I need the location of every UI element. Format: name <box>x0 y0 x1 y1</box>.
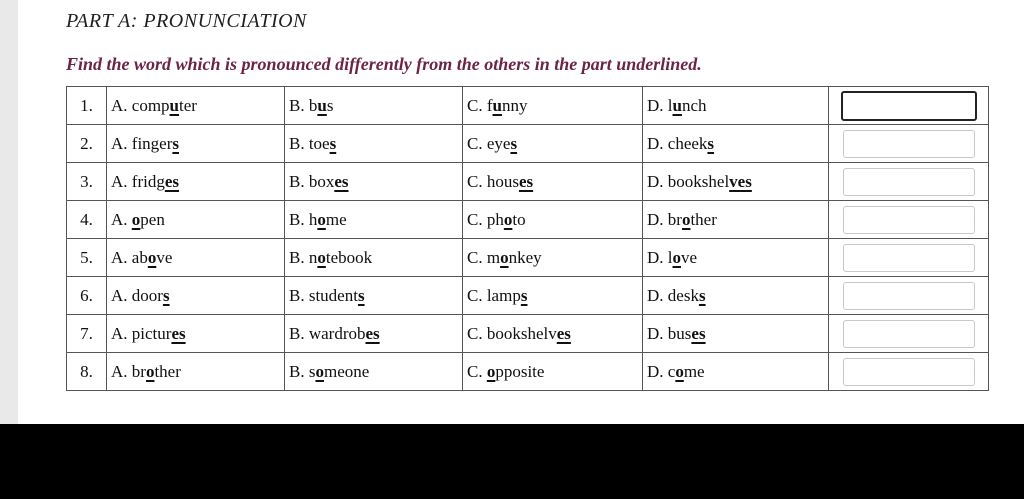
option-cell <box>107 353 285 391</box>
answer-input-box[interactable] <box>843 130 975 158</box>
option-text-start: C. ph <box>467 209 504 229</box>
underlined-part: s <box>329 133 337 153</box>
option-text-start: C. <box>467 361 487 381</box>
underlined-part: es <box>691 323 706 343</box>
option-cell <box>643 315 829 353</box>
table-row <box>67 87 989 125</box>
table-row <box>67 277 989 315</box>
option-text-end: pposite <box>495 361 545 381</box>
option-cell <box>643 125 829 163</box>
underlined-part: u <box>317 95 327 115</box>
option-text-end: tebook <box>325 247 373 267</box>
option-text-start: D. l <box>647 95 673 115</box>
answer-input-box[interactable] <box>843 320 975 348</box>
underlined-part: es <box>365 323 380 343</box>
answer-input-box[interactable] <box>841 91 977 121</box>
option-cell <box>285 277 463 315</box>
option-text-end: ther <box>690 209 717 229</box>
option-text-start: D. desk <box>647 285 699 305</box>
option-text-start: D. l <box>647 247 673 267</box>
answer-input-box[interactable] <box>843 358 975 386</box>
answer-cell <box>829 87 989 125</box>
option-cell <box>107 201 285 239</box>
answer-cell <box>829 125 989 163</box>
underlined-part: es <box>556 323 571 343</box>
underlined-part: u <box>492 95 502 115</box>
option-cell <box>463 239 643 277</box>
underlined-part: s <box>698 285 706 305</box>
option-cell <box>107 87 285 125</box>
underlined-part: u <box>672 95 682 115</box>
option-text-start: D. bookshel <box>647 171 730 191</box>
option-text-end: nkey <box>508 247 542 267</box>
table-row <box>67 315 989 353</box>
option-text-start: D. cheek <box>647 133 708 153</box>
option-cell <box>285 353 463 391</box>
underlined-part: u <box>169 95 180 115</box>
question-number: 4. <box>67 201 107 239</box>
option-text-end: to <box>512 209 526 229</box>
underlined-part: es <box>334 171 349 191</box>
option-cell <box>643 87 829 125</box>
question-number: 5. <box>67 239 107 277</box>
underlined-part: ves <box>729 171 752 191</box>
answer-input-box[interactable] <box>843 244 975 272</box>
option-text-start: D. br <box>647 209 682 229</box>
table-row <box>67 201 989 239</box>
option-cell <box>463 87 643 125</box>
option-cell <box>463 315 643 353</box>
underlined-part: o <box>131 209 141 229</box>
option-text-start: B. box <box>289 171 335 191</box>
option-text-end: pen <box>140 209 165 229</box>
underlined-part: o <box>317 247 326 267</box>
option-text-end: nch <box>681 95 707 115</box>
option-text-end: s <box>326 95 334 115</box>
option-cell <box>285 315 463 353</box>
option-text-start: B. b <box>289 95 318 115</box>
option-text-start: B. s <box>289 361 316 381</box>
underlined-part: s <box>707 133 715 153</box>
option-text-end: ter <box>179 95 197 115</box>
option-text-start: B. wardrob <box>289 323 366 343</box>
option-text-start: A. ab <box>111 247 148 267</box>
option-cell <box>463 163 643 201</box>
underlined-part: o <box>672 247 681 267</box>
question-number: 3. <box>67 163 107 201</box>
option-text-start: D. c <box>647 361 676 381</box>
option-text-start: B. h <box>289 209 318 229</box>
underlined-part: s <box>357 285 365 305</box>
option-text-start: A. comp <box>111 95 170 115</box>
underlined-part: o <box>315 361 324 381</box>
option-cell <box>463 201 643 239</box>
option-text-end: ther <box>154 361 181 381</box>
option-text-start: C. hous <box>467 171 519 191</box>
option-text-start: A. <box>111 209 132 229</box>
option-cell <box>643 239 829 277</box>
option-text-start: D. bus <box>647 323 692 343</box>
option-cell <box>463 125 643 163</box>
option-text-start: A. fridg <box>111 171 165 191</box>
table-row <box>67 125 989 163</box>
underlined-part: o <box>317 209 326 229</box>
question-number: 1. <box>67 87 107 125</box>
answer-cell <box>829 277 989 315</box>
option-text-start: A. pictur <box>111 323 172 343</box>
option-cell <box>107 125 285 163</box>
answer-cell <box>829 239 989 277</box>
option-cell <box>463 277 643 315</box>
question-number: 7. <box>67 315 107 353</box>
option-text-end: ve <box>681 247 698 267</box>
option-cell <box>107 239 285 277</box>
option-cell <box>285 201 463 239</box>
pronunciation-table <box>66 86 989 391</box>
question-number: 8. <box>67 353 107 391</box>
option-text-end: meone <box>323 361 370 381</box>
question-number: 6. <box>67 277 107 315</box>
underlined-part: s <box>162 285 170 305</box>
option-text-end: me <box>325 209 347 229</box>
underlined-part: o <box>675 361 684 381</box>
option-text-end: ve <box>156 247 173 267</box>
option-cell <box>643 163 829 201</box>
option-cell <box>643 353 829 391</box>
answer-cell <box>829 163 989 201</box>
option-text-start: B. n <box>289 247 318 267</box>
option-cell <box>643 201 829 239</box>
underlined-part: o <box>145 361 155 381</box>
answer-cell <box>829 201 989 239</box>
option-cell <box>285 163 463 201</box>
underlined-part: es <box>164 171 179 191</box>
option-text-start: B. toe <box>289 133 330 153</box>
table-row <box>67 353 989 391</box>
option-text-start: B. student <box>289 285 358 305</box>
underlined-part: s <box>510 133 518 153</box>
option-text-start: A. finger <box>111 133 173 153</box>
option-cell <box>643 277 829 315</box>
option-text-end: nny <box>501 95 528 115</box>
answer-input-box[interactable] <box>843 206 975 234</box>
underlined-part: s <box>172 133 179 153</box>
option-text-start: C. bookshelv <box>467 323 557 343</box>
option-cell <box>107 277 285 315</box>
option-text-end: me <box>683 361 705 381</box>
underlined-part: o <box>681 209 691 229</box>
option-cell <box>285 125 463 163</box>
underlined-part: es <box>518 171 534 191</box>
answer-input-box[interactable] <box>843 282 975 310</box>
option-cell <box>107 163 285 201</box>
underlined-part: o <box>486 361 496 381</box>
black-bar <box>0 424 1024 499</box>
question-number: 2. <box>67 125 107 163</box>
answer-cell <box>829 353 989 391</box>
option-text-start: C. m <box>467 247 501 267</box>
underlined-part: o <box>503 209 513 229</box>
option-text-start: A. br <box>111 361 146 381</box>
option-cell <box>285 87 463 125</box>
answer-cell <box>829 315 989 353</box>
table-row <box>67 239 989 277</box>
option-cell <box>107 315 285 353</box>
answer-input-box[interactable] <box>843 168 975 196</box>
underlined-part: o <box>500 247 509 267</box>
underlined-part: s <box>520 285 528 305</box>
underlined-part: o <box>147 247 157 267</box>
option-cell <box>463 353 643 391</box>
part-title: PART A: PRONUNCIATION <box>66 10 307 32</box>
option-text-start: C. lamp <box>467 285 521 305</box>
option-text-start: C. f <box>467 95 493 115</box>
option-text-start: C. eye <box>467 133 511 153</box>
option-cell <box>285 239 463 277</box>
instruction-text: Find the word which is pronounced differently from the others in the part underlined. <box>66 54 702 74</box>
table-row <box>67 163 989 201</box>
option-text-start: A. door <box>111 285 163 305</box>
underlined-part: es <box>171 323 186 343</box>
